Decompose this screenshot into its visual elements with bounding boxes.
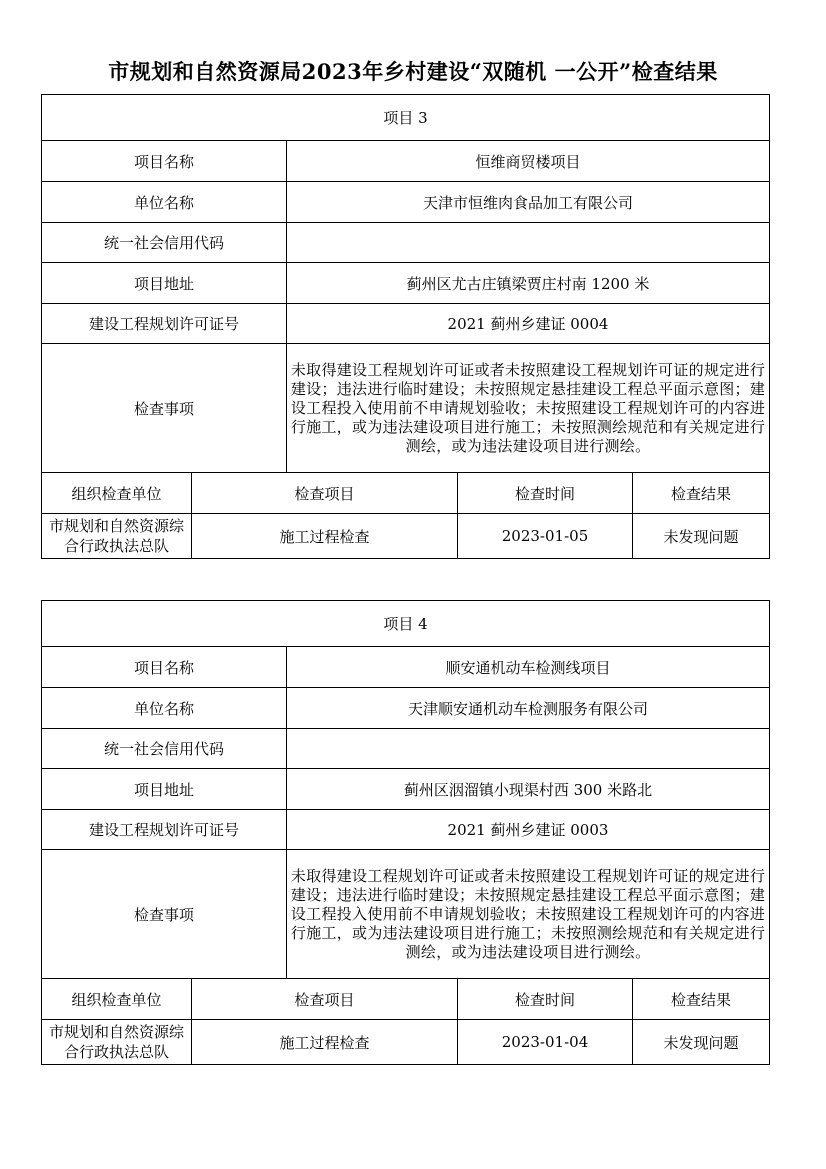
address-label: 项目地址 — [42, 263, 287, 304]
page-title: 市规划和自然资源局2023年乡村建设“双随机 一公开”检查结果 — [108, 59, 718, 84]
unit-name-value: 天津顺安通机动车检测服务有限公司 — [287, 688, 770, 729]
org-unit-value: 市规划和自然资源综合行政执法总队 — [42, 514, 192, 559]
check-items-value: 未取得建设工程规划许可证或者未按照建设工程规划许可证的规定进行建设；违法进行临时建设；未按照规定悬挂建设工程总平面示意图；建设工程投入使用前不申请规划验收；未按照建设工程规划许可的内容进行施工，或为违法建设项目进行施工；未按照测绘规范和有关规定进行测绘，或为违法建设项目进行测绘。 — [287, 850, 770, 979]
check-time-value: 2023-01-04 — [458, 1020, 633, 1065]
project-name-label: 项目名称 — [42, 647, 287, 688]
project-header: 项目 3 — [42, 95, 770, 141]
check-items-label: 检查事项 — [42, 850, 287, 979]
check-project-header: 检查项目 — [192, 473, 458, 514]
address-value: 蓟州区洇溜镇小现渠村西 300 米路北 — [287, 769, 770, 810]
check-time-header: 检查时间 — [458, 473, 633, 514]
check-project-value: 施工过程检查 — [192, 1020, 458, 1065]
check-result-value: 未发现问题 — [633, 514, 770, 559]
unit-name-value: 天津市恒维肉食品加工有限公司 — [287, 182, 770, 223]
address-label: 项目地址 — [42, 769, 287, 810]
project-table — [41, 94, 770, 559]
credit-code-label: 统一社会信用代码 — [42, 729, 287, 769]
address-value: 蓟州区尤古庄镇梁贾庄村南 1200 米 — [287, 263, 770, 304]
project-name-value: 恒维商贸楼项目 — [287, 141, 770, 182]
check-result-header: 检查结果 — [633, 473, 770, 514]
permit-label: 建设工程规划许可证号 — [42, 304, 287, 344]
check-items-value: 未取得建设工程规划许可证或者未按照建设工程规划许可证的规定进行建设；违法进行临时建设；未按照规定悬挂建设工程总平面示意图；建设工程投入使用前不申请规划验收；未按照建设工程规划许可的内容进行施工，或为违法建设项目进行施工；未按照测绘规范和有关规定进行测绘，或为违法建设项目进行测绘。 — [287, 344, 770, 473]
project-name-value: 顺安通机动车检测线项目 — [287, 647, 770, 688]
permit-value: 2021 蓟州乡建证 0003 — [287, 810, 770, 850]
org-unit-header: 组织检查单位 — [42, 979, 192, 1020]
project-name-label: 项目名称 — [42, 141, 287, 182]
project-table — [41, 600, 770, 1065]
unit-name-label: 单位名称 — [42, 688, 287, 729]
check-items-label: 检查事项 — [42, 344, 287, 473]
credit-code-value — [287, 223, 770, 263]
permit-value: 2021 蓟州乡建证 0004 — [287, 304, 770, 344]
credit-code-value — [287, 729, 770, 769]
org-unit-header: 组织检查单位 — [42, 473, 192, 514]
project-header: 项目 4 — [42, 601, 770, 647]
unit-name-label: 单位名称 — [42, 182, 287, 223]
check-result-header: 检查结果 — [633, 979, 770, 1020]
permit-label: 建设工程规划许可证号 — [42, 810, 287, 850]
check-project-header: 检查项目 — [192, 979, 458, 1020]
check-result-value: 未发现问题 — [633, 1020, 770, 1065]
check-project-value: 施工过程检查 — [192, 514, 458, 559]
check-time-header: 检查时间 — [458, 979, 633, 1020]
credit-code-label: 统一社会信用代码 — [42, 223, 287, 263]
org-unit-value: 市规划和自然资源综合行政执法总队 — [42, 1020, 192, 1065]
check-time-value: 2023-01-05 — [458, 514, 633, 559]
